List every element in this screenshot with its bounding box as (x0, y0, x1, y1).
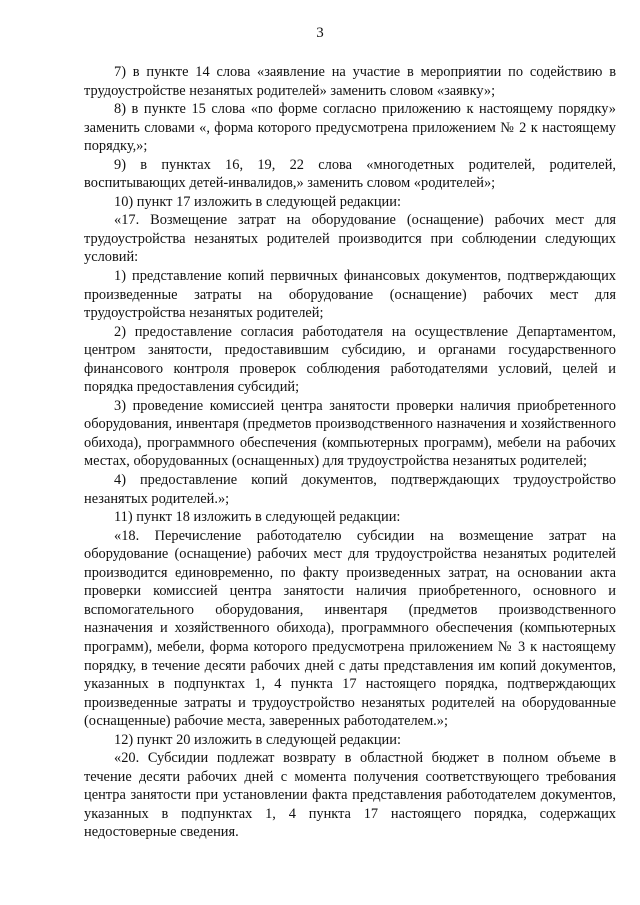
paragraph-condition-2: 2) предоставление согласия работодателя на осуществление Департаментом, центром занятости, предоставившим субсидию, и органами государственного финансового контроля проверок соблюдения работодателями условий, целей и порядка предоставления субсидий; (84, 323, 616, 396)
paragraph-item-9: 9) в пунктах 16, 19, 22 слова «многодетных родителей, родителей, воспитывающих детей-инвалидов,» заменить словом «родителей»; (84, 156, 616, 192)
paragraph-item-12: 12) пункт 20 изложить в следующей редакции: (114, 731, 401, 748)
document-body (84, 63, 616, 842)
paragraph-clause-18: «18. Перечисление работодателю субсидии на возмещение затрат на оборудование (оснащение) рабочих мест для трудоустройства незанятых родителей производится единовременно, по факту произведенных затрат, на основании акта проверки комиссией центра занятости наличия приобретенного, основного и вспомогательного оборудования, инвентаря (предметов производственного назначения и хозяйственного обихода), программного обеспечения (компьютерных программ), мебели, форма которого предусмотрена приложением № 3 к настоящему порядку, в течение десяти рабочих дней с даты представления им копий документов, указанных в подпунктах 1, 4 пункта 17 настоящего порядка, подтверждающих произведенные затраты и трудоустройство незанятых родителей на оборудованные (оснащенные) рабочие места, заверенных работодателем.»; (84, 527, 616, 730)
paragraph-condition-4: 4) предоставление копий документов, подтверждающих трудоустройство незанятых родителей.»; (84, 472, 616, 507)
paragraph-item-7: 7) в пункте 14 слова «заявление на участие в мероприятии по содействию в трудоустройстве незанятых родителей» заменить словом «заявку»; (84, 64, 616, 99)
paragraph-condition-3: 3) проведение комиссией центра занятости проверки наличия приобретенного оборудования, инвентаря (предметов производственного назначения и хозяйственного обихода), программного обеспечения (компьютерных программ), мебели на рабочих местах, оборудованных (оснащенных) для трудоустройства незанятых родителей; (84, 397, 616, 470)
paragraph-condition-1: 1) представление копий первичных финансовых документов, подтверждающих произведенные затраты на оборудование (оснащение) рабочих мест для трудоустройства незанятых родителей; (84, 268, 616, 322)
paragraph-clause-17: «17. Возмещение затрат на оборудование (оснащение) рабочих мест для трудоустройства незанятых родителей производится при соблюдении следующих условий: (84, 212, 616, 266)
paragraph-item-11: 11) пункт 18 изложить в следующей редакции: (114, 509, 401, 526)
paragraph-clause-20: «20. Субсидии подлежат возврату в областной бюджет в полном объеме в течение десяти рабочих дней с момента получения соответствующего требования центра занятости при установлении факта представления работодателем документов, указанных в подпунктах 1, 4 пункта 17 настоящего порядка, содержащих недостоверные сведения. (84, 750, 616, 841)
page-number: 3 (316, 25, 324, 41)
paragraph-item-10: 10) пункт 17 изложить в следующей редакции: (114, 193, 401, 210)
paragraph-item-8: 8) в пункте 15 слова «по форме согласно приложению к настоящему порядку» заменить словами «, форма которого предусмотрена приложением № 2 к настоящему порядку,»; (84, 101, 616, 155)
